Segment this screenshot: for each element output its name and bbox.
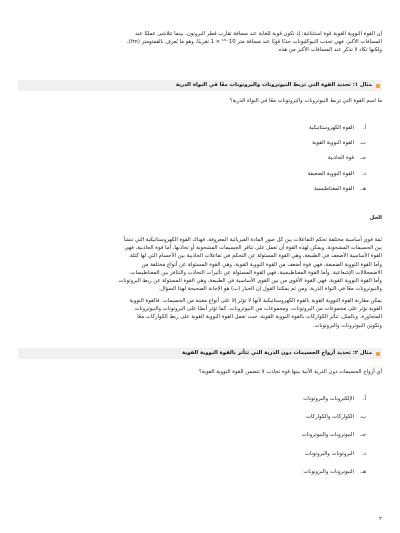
solution-line: والنيوترونات معًا في النواة الذرية. ومن ثم يمكننا القول إن الخيار (ب) هو الإجابة الصحيحة لهذا السؤال.	[158, 286, 382, 293]
solution-line: وتكوين النيوترونات والبروتونات.	[312, 322, 382, 329]
option-text: الكواركات والكواركات	[305, 414, 354, 421]
option-letter: هـ.	[359, 468, 366, 475]
option-letter: جـ.	[359, 432, 366, 439]
option-item[interactable]	[18, 431, 366, 439]
option-letter: هـ.	[359, 185, 366, 192]
solution-line: المتجاورة. وبالمثل، تتأثر الكواركات بالقوة النووية القوية، حيث تعمل القوة النووية القوية على ربط الكواركات معًا	[137, 314, 382, 321]
option-letter: جـ.	[359, 155, 366, 162]
page-number: ٢	[379, 516, 382, 522]
option-item[interactable]	[18, 154, 366, 162]
solution-line: القوة الأساسية الأضعف في الطبيعة، وهي القوة المسئولة عن التحكم في تفاعلات الجاذبية بين الأجسام التي لها كتلة.	[128, 253, 382, 260]
intro-line: إن القوة النووية القوية قوة استثنائية: إذ تكون قوية للغاية عند مسافة تقارب قطر البروتون، بينما تتلاشى عمليًا عند	[135, 31, 382, 37]
solution-line: الاضمحلالات الإشعاعية. وأما القوة المغناطيسية، فهي القوة المسئولة عن تأثيرات التجاذب والتنافر بين المغناطيسات.	[128, 269, 382, 276]
option-text: القوة الكهروستاتيكية	[309, 125, 354, 131]
solution-line: بين الجسيمات المشحونة، ويمكن لهذه القوة أن تعمل على تنافر الجسيمات المشحونة أو تجاذبها. أما قوة الجاذبية، فهي	[124, 245, 382, 252]
solution-paragraph-1	[18, 236, 382, 293]
example-2-header	[18, 348, 382, 359]
option-item[interactable]	[18, 450, 366, 458]
option-item[interactable]	[18, 124, 366, 132]
solution-line: وأما القوة النووية الضعيفة، فهي قوة أضعف من القوة النووية القوية، وهي القوة المسئولة عن أنواع مختلفة من	[141, 261, 382, 268]
option-text: البروتونات والبروتونات	[304, 450, 354, 457]
option-letter: ب.	[359, 414, 366, 421]
solution-title: الحل	[369, 215, 382, 221]
example-2-title: مثال ٢: تحديد أزواج الجسيمات دون الذرية التي تتأثر بالقوة النووية القوية	[182, 350, 372, 357]
option-text: قوة الجاذبية	[327, 155, 354, 162]
option-item[interactable]	[18, 395, 366, 403]
example-1-options	[18, 124, 366, 193]
option-text: القوة المغناطيسية	[314, 185, 354, 192]
option-text: النيوترونات والنيوترونات	[301, 432, 354, 439]
intro-line: ولكنها تكاد لا تذكر عند المسافات الأكبر من هذه.	[277, 47, 382, 54]
option-item[interactable]	[18, 170, 366, 178]
document-page	[18, 0, 382, 533]
option-letter: د.	[361, 450, 366, 457]
option-item[interactable]	[18, 185, 366, 193]
option-item[interactable]	[18, 139, 366, 147]
option-letter: ب.	[359, 140, 366, 147]
example-2-options	[18, 395, 366, 476]
option-text: الإلكترونات والبروتونات	[303, 396, 354, 402]
solution-line: وأما القوة النووية القوية، فهي القوة الأقوى من بين القوى الأساسية في الطبيعة، وهي القوة المسئولة عن ربط البروتونات	[118, 278, 382, 285]
option-letter: أ.	[362, 125, 366, 131]
example-1-header	[18, 80, 382, 91]
example-1-title: مثال ١: تحديد القوة التي تربط النيوترونات والبروتونات معًا في النواة الذرية	[175, 82, 372, 89]
intro-line: المسافات الأكبر، فهي تجذب النيوكليونات جذبًا قويًا عند مسافة متر 10⁻¹⁵ × 1 تقريبًا، وهو ما يُعرف بالفمتومتر (fm)،	[127, 39, 382, 46]
example-marker-icon	[376, 84, 380, 88]
example-marker-icon	[376, 352, 380, 356]
intro-paragraph	[18, 30, 382, 55]
example-2-question: أي أزواج الجسيمات دون الذرية الآتية بينها قوة تجاذب لا تتضمن القوة النووية القوية؟	[198, 369, 382, 375]
option-item[interactable]	[18, 413, 366, 421]
option-text: النيوترونات والبروتونات	[303, 468, 354, 475]
example-1-question: ما اسم القوة التي تربط النيوترونات والبروتونات معًا في النواة الذرية؟	[229, 98, 382, 104]
solution-line: القوية تؤثر على مجموعات من البروتونات، ومجموعات من النيوترونات. كما تؤثر أيضًا على البروتونات والنيوترونات	[134, 306, 382, 313]
solution-line: ثمة قوى أساسية مختلفة تحكم التفاعلات بين كل صور المادة الفيزيائية المعروفة. فهناك القوة الكهروستاتيكية التي تنشأ	[123, 237, 382, 243]
option-item[interactable]	[18, 468, 366, 476]
option-letter: د.	[361, 170, 366, 177]
option-letter: أ.	[362, 396, 366, 402]
option-text: القوة النووية القوية	[312, 140, 354, 147]
option-text: القوة النووية الضعيفة	[307, 170, 354, 177]
solution-line: يمكن مقارنة القوة النووية القوية بالقوة الكهروستاتيكية لأنها لا تؤثر إلا على أنواع معينة من الجسيمات. فالقوة النووية	[129, 298, 382, 304]
solution-paragraph-2	[18, 297, 382, 330]
